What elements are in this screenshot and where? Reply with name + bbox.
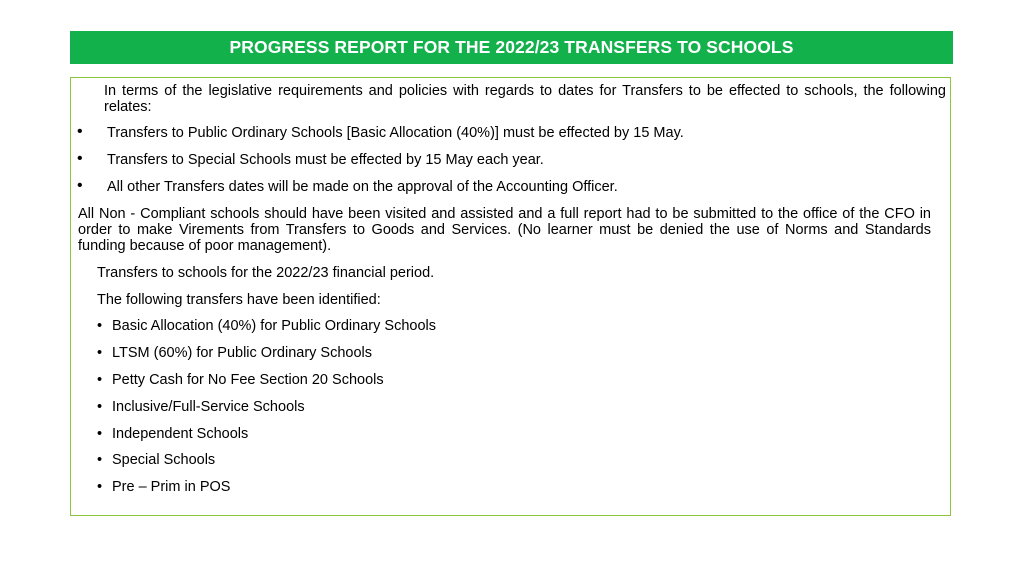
bullet-icon: • <box>77 123 83 140</box>
bullet-icon: • <box>97 479 103 495</box>
intro-paragraph: In terms of the legislative requirements and policies with regards to dates for Transfers to be effected to schools, the following relates: <box>104 83 946 115</box>
transfer-text: Basic Allocation (40%) for Public Ordinary Schools <box>112 318 436 334</box>
bullet-icon: • <box>97 399 103 415</box>
bullet-icon: • <box>97 318 103 334</box>
transfer-text: Special Schools <box>112 452 216 468</box>
requirement-text: Transfers to Special Schools must be effected by 15 May each year. <box>107 152 544 168</box>
requirement-text: Transfers to Public Ordinary Schools [Basic Allocation (40%)] must be effected by 15 May. <box>107 125 684 141</box>
bullet-icon: • <box>77 150 83 167</box>
period-line: Transfers to schools for the 2022/23 financial period. <box>97 265 435 281</box>
transfer-text: LTSM (60%) for Public Ordinary Schools <box>112 345 373 361</box>
transfer-text: Inclusive/Full-Service Schools <box>112 399 305 415</box>
bullet-icon: • <box>77 177 83 194</box>
bullet-icon: • <box>97 452 103 468</box>
identified-line: The following transfers have been identified: <box>97 292 381 308</box>
title-banner <box>70 31 953 64</box>
transfer-text: Pre – Prim in POS <box>112 479 231 495</box>
bullet-icon: • <box>97 372 103 388</box>
compliance-paragraph: All Non - Compliant schools should have been visited and assisted and a full report had to be submitted to the office of the CFO in order to make Virements from Transfers to Goods and Services. (No learner must be denied the use of Norms and Standards funding because of poor management). <box>78 206 931 254</box>
bullet-icon: • <box>97 426 103 442</box>
transfer-text: Independent Schools <box>112 426 249 442</box>
content-box <box>70 77 951 516</box>
requirement-text: All other Transfers dates will be made on the approval of the Accounting Officer. <box>107 179 618 195</box>
page-title: PROGRESS REPORT FOR THE 2022/23 TRANSFERS TO SCHOOLS <box>229 37 794 57</box>
bullet-icon: • <box>97 345 103 361</box>
transfer-text: Petty Cash for No Fee Section 20 Schools <box>112 372 384 388</box>
